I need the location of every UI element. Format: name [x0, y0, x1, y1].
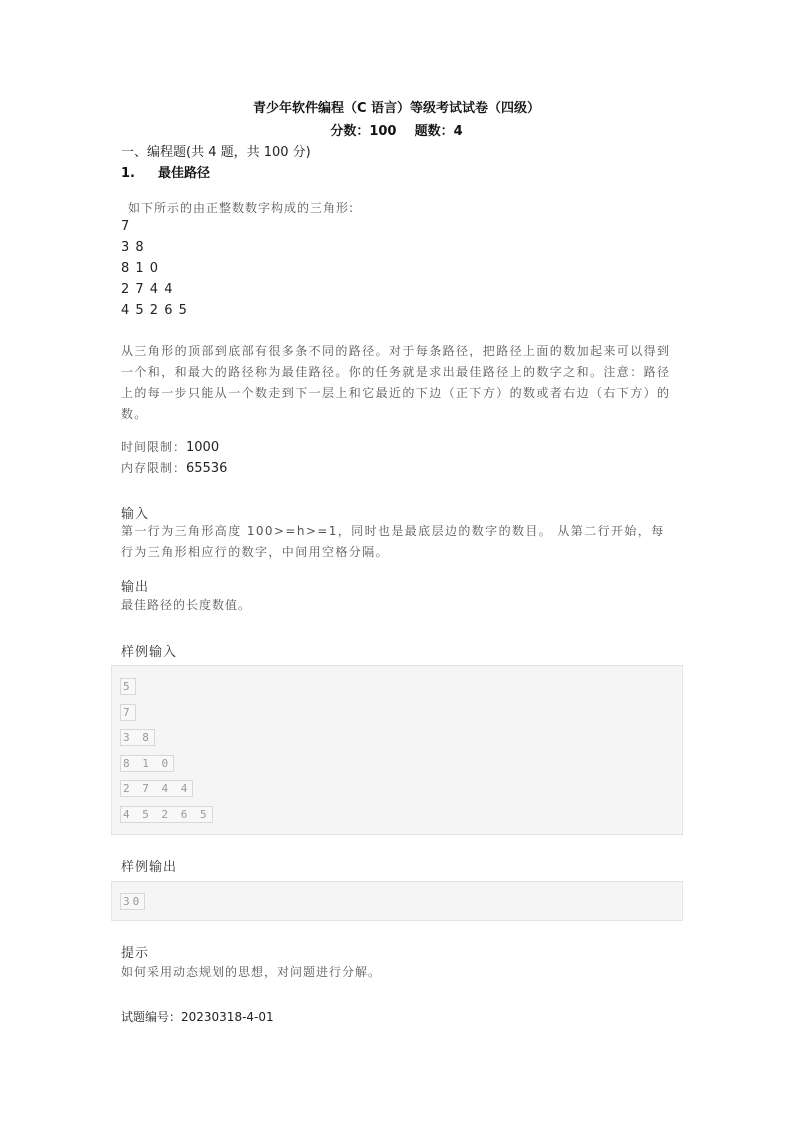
problem-id: 试题编号：20230318-4-01: [121, 1010, 274, 1024]
sample-output-label: 样例输出: [121, 860, 178, 875]
triangle-row-4: 2 7 4 4: [121, 282, 174, 297]
problem-name: 最佳路径: [158, 166, 211, 181]
time-limit-label: 时间限制：: [121, 440, 187, 454]
triangle-row-5: 4 5 2 6 5: [121, 303, 188, 318]
sample-input-line: 4 5 2 6 5: [120, 806, 213, 823]
problem-title: [121, 162, 210, 181]
memory-limit-label: 内存限制：: [121, 461, 187, 475]
output-text: 最佳路径的长度数值。: [121, 598, 252, 612]
input-label: 输入: [121, 507, 150, 522]
hint-text: 如何采用动态规划的思想，对问题进行分解。: [121, 965, 382, 979]
sample-input-line: 5: [120, 678, 136, 695]
output-label: 输出: [121, 580, 150, 595]
triangle-row-1: 7: [121, 219, 131, 234]
hint-label: 提示: [121, 946, 150, 961]
sample-input-box: [111, 665, 683, 835]
sample-input-line: 3 8: [120, 729, 155, 746]
sample-input-line: 7: [120, 704, 136, 721]
exam-title: 青少年软件编程（C 语言）等级考试试卷（四级）: [252, 101, 541, 116]
triangle-row-2: 3 8: [121, 240, 145, 255]
memory-limit: [121, 459, 227, 476]
sample-input-label: 样例输入: [121, 645, 178, 660]
sample-output-line: 30: [120, 893, 145, 910]
problem-number: 1.: [121, 166, 135, 181]
memory-limit-value: 65536: [186, 461, 228, 476]
problem-description: 从三角形的顶部到底部有很多条不同的路径。对于每条路径，把路径上面的数加起来可以得到一个和，和最大的路径称为最佳路径。你的任务就是求出最佳路径上的数字之和。注意：路径上的每一步只能从一个数走到下一层上和它最近的下边（正下方）的数或者右边（右下方）的数。: [121, 344, 671, 421]
sample-output-box: [111, 881, 683, 921]
time-limit-value: 1000: [186, 440, 220, 455]
sample-input-line: 8 1 0: [120, 755, 174, 772]
problem-intro: 如下所示的由正整数数字构成的三角形:: [128, 201, 355, 215]
time-limit: [121, 438, 219, 455]
exam-subtitle: 分数：100 题数：4: [330, 124, 463, 139]
section-heading: 一、编程题(共 4 题，共 100 分): [121, 145, 311, 160]
input-text: 第一行为三角形高度 100>=h>=1，同时也是最底层边的数字的数目。 从第二行开始，每行为三角形相应行的数字，中间用空格分隔。: [121, 524, 665, 559]
sample-input-line: 2 7 4 4: [120, 780, 193, 797]
triangle-row-3: 8 1 0: [121, 261, 160, 276]
